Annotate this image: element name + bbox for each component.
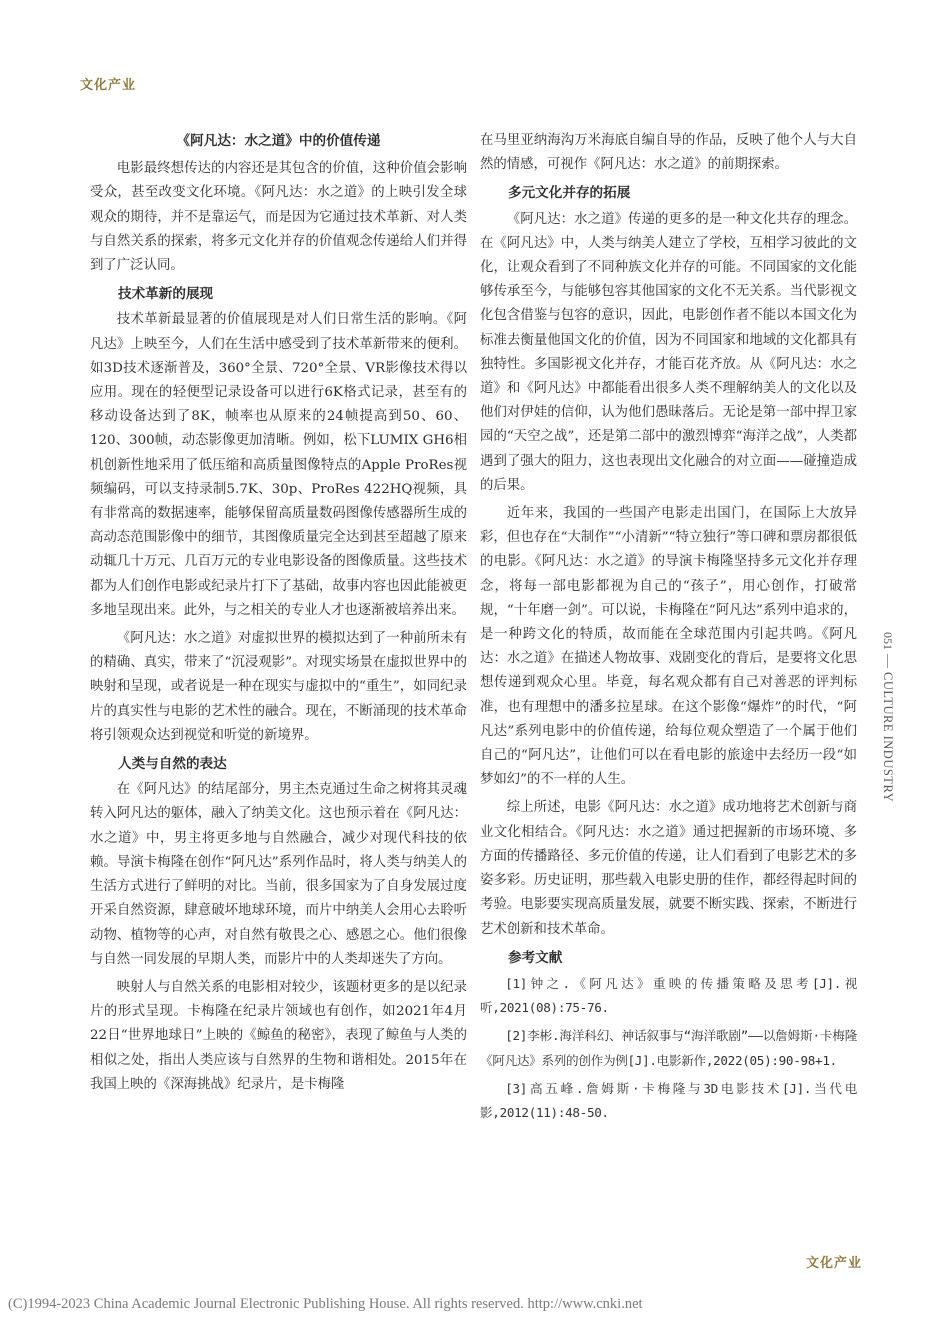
conclusion-paragraph: 综上所述，电影《阿凡达：水之道》成功地将艺术创新与商业文化相结合。《阿凡达：水之道》通过把握新的市场环境、多方面的传播路径、多元价值的传递，让人们看到了电影艺术的多姿多彩。历史证明，那些载入电影史册的佳作，都经得起时间的考验。电影要实现高质量发展，就要不断实践、探索，不断进行艺术创新和技术革命。 — [480, 800, 857, 937]
intro-paragraph: 电影最终想传达的内容还是其包含的价值，这种价值会影响受众，甚至改变文化环境。《阿凡达：水之道》的上映引发全球观众的期待，并不是靠运气，而是因为它通过技术革新、对人类与自然关系的探索，将多元文化并存的价值观念传递给人们并得到了广泛认同。 — [90, 161, 467, 274]
tech-paragraph-2: 《阿凡达：水之道》对虚拟世界的模拟达到了一种前所未有的精确、真实，带来了“沉浸观影”。对现实场景在虚拟世界中的映射和呈现，或者说是一种在现实与虚拟中的“重生”，如同纪录片的真实性与电影的艺术性的融合。现在，不断涌现的技术革命将引领观众达到视觉和听觉的新境界。 — [90, 631, 467, 743]
nature-paragraph-2: 映射人与自然关系的电影相对较少，该题材更多的是以纪录片的形式呈现。卡梅隆在纪录片领域也有创作，如2021年4月22日“世界地球日”上映的《鲸鱼的秘密》，表现了鲸鱼与人类的相似之处，指出人类应该与自然界的生物和谐相处。2015年在我国上映的《深海挑战》纪录片，是卡梅隆 — [90, 979, 467, 1092]
reference-item: [1]钟之.《阿凡达》重映的传播策略及思考[J].视听,2021(08):75-76. — [480, 975, 857, 1016]
tech-paragraph-1: 技术革新最显著的价值展现是对人们日常生活的影响。《阿凡达》上映至今，人们在生活中感受到了技术革新带来的便利。如3D技术逐渐普及，360°全景、720°全景、VR影像技术得以应用。现在的轻便型记录设备可以进行6K格式记录，甚至有的移动设备达到了8K，帧率也从原来的24帧提高到50、60、120、300帧，动态影像更加清晰。例如，松下LUMIX GH6相机创新性地采用了低压缩和高质量图像特点的Apple ProRes视频编码，可以支持录制5.7K、30p、ProRes 422HQ视频，具有非常高的数据速率，能够保留高质量数码图像传感器所生成的高动态范围影像中的细节，其图像质量完全达到甚至超越了原来动辄几十万元、几百万元的专业电影设备的图像质量。这些技术都为人们创作电影或纪录片打下了基础，故事内容也因此能被更多地呈现出来。此外，与之相关的专业人才也逐渐被培养出来。 — [90, 312, 467, 618]
journal-name: CULTURE INDUSTRY — [881, 672, 895, 803]
page-number: 051 — [881, 632, 895, 650]
nature-paragraph-1: 在《阿凡达》的结尾部分，男主杰克通过生命之树将其灵魂转入阿凡达的躯体，融入了纳美文化。这也预示着在《阿凡达：水之道》中，男主将更多地与自然融合，减少对现代科技的依赖。导演卡梅隆在创作“阿凡达”系列作品时，将人类与纳美人的生活方式进行了鲜明的对比。当前，很多国家为了自身发展过度开采自然资源，肆意破坏地球环境，而片中纳美人会用心去聆听动物、植物等的心声，对自然有敬畏之心、感恩之心。他们很像与自然一同发展的早期人类，而影片中的人类却迷失了方向。 — [90, 782, 467, 967]
reference-list — [480, 972, 857, 1125]
right-column — [480, 129, 857, 1129]
section-title: 《阿凡达：水之道》中的价值传递 — [176, 133, 381, 149]
heading-references: 参考文献 — [508, 949, 563, 966]
nature-paragraph-continued: 在马里亚纳海沟万米海底自编自导的作品，反映了他个人与大自然的情感，可视作《阿凡达：水之道》的前期探索。 — [480, 133, 857, 173]
side-divider — [887, 654, 888, 668]
left-column — [90, 129, 467, 1101]
heading-tech: 技术革新的展现 — [118, 286, 214, 303]
reference-item: [2]李彬.海洋科幻、神话叙事与“海洋歌剧”——以詹姆斯·卡梅隆《阿凡达》系列的创作为例[J].电影新作,2022(05):90-98+1. — [480, 1028, 857, 1068]
heading-nature: 人类与自然的表达 — [118, 756, 227, 773]
running-header: 文化产业 — [80, 78, 137, 93]
running-footer: 文化产业 — [806, 1256, 863, 1271]
reference-item: [3]高五峰.詹姆斯·卡梅隆与3D电影技术[J].当代电影,2012(11):48-50. — [480, 1080, 857, 1120]
culture-paragraph-2: 近年来，我国的一些国产电影走出国门，在国际上大放异彩，但也存在“大制作”“小清新”“特立独行”等口碑和票房都很低的电影。《阿凡达：水之道》的导演卡梅隆坚持多元文化并存理念，将每一部电影都视为自己的“孩子”，用心创作，打破常规，“十年磨一剑”。可以说，卡梅隆在“阿凡达”系列中追求的，是一种跨文化的特质，故而能在全球范围内引起共鸣。《阿凡达：水之道》在描述人物故事、戏剧变化的背后，是要将文化思想传递到观众心里。毕竟，每名观众都有自己对善恶的评判标准，也有理想中的潘多拉星球。在这个影像“爆炸”的时代，“阿凡达”系列电影中的价值传递，给每位观众塑造了一个属于他们自己的“阿凡达”，让他们可以在看电影的旅途中去经历一段“如梦如幻”的不一样的人生。 — [480, 506, 857, 788]
side-margin — [880, 632, 895, 802]
copyright-line: (C)1994-2023 China Academic Journal Electronic Publishing House. All rights reserved. http://www.cnki.net — [8, 1296, 643, 1312]
culture-paragraph-1: 《阿凡达：水之道》传递的更多的是一种文化共存的理念。在《阿凡达》中，人类与纳美人建立了学校，互相学习彼此的文化，让观众看到了不同种族文化并存的可能。不同国家的文化能够传承至今，与能够包容其他国家的文化不无关系。当代影视文化包含借鉴与包容的意识，因此，电影创作者不能以本国文化为标准去衡量他国文化的价值，因为不同国家和地域的文化都具有独特性。多国影视文化并存，才能百花齐放。从《阿凡达：水之道》和《阿凡达》中都能看出很多人类不理解纳美人的文化以及他们对伊娃的信仰，认为他们愚昧落后。无论是第一部中捍卫家园的“天空之战”，还是第二部中的激烈博弈“海洋之战”，人类都遇到了强大的阻力，这也表现出文化融合的对立面——碰撞造成的后果。 — [480, 211, 857, 493]
heading-culture: 多元文化并存的拓展 — [508, 185, 631, 202]
